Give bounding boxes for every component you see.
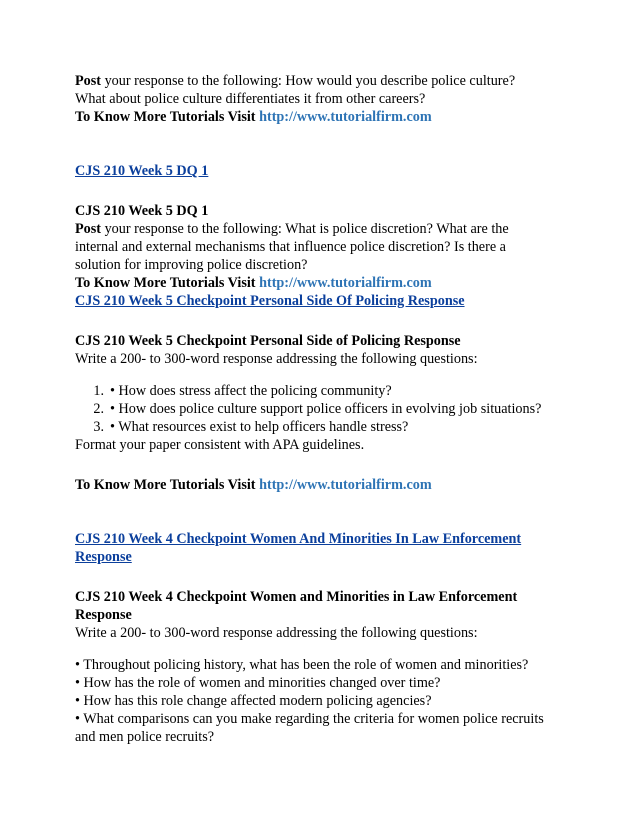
tutorials-line bbox=[75, 274, 575, 292]
tutorials-line bbox=[75, 476, 575, 494]
checkpoint4-section bbox=[75, 588, 575, 746]
post-label: Post bbox=[75, 73, 102, 89]
dq1-heading: CJS 210 Week 5 DQ 1 bbox=[75, 203, 209, 219]
post-text: your response to the following: What is police discretion? What are the bbox=[101, 221, 509, 237]
checkpoint5-question-list bbox=[75, 382, 575, 436]
tutorials-url[interactable]: http://www.tutorialfirm.com bbox=[259, 477, 432, 493]
post-text-line: internal and external mechanisms that influence police discretion? Is there a bbox=[75, 239, 506, 255]
dq1-section bbox=[75, 202, 575, 310]
post-text-line: What about police culture differentiates it from other careers? bbox=[75, 91, 426, 107]
checkpoint5-heading: CJS 210 Week 5 Checkpoint Personal Side of Policing Response bbox=[75, 333, 461, 349]
link-week4-checkpoint-line1[interactable]: CJS 210 Week 4 Checkpoint Women And Minorities In Law Enforcement bbox=[75, 531, 522, 547]
format-note: Format your paper consistent with APA guidelines. bbox=[75, 437, 365, 453]
link-week4-checkpoint-line2[interactable]: Response bbox=[75, 549, 132, 565]
list-item: • How has this role change affected modern policing agencies? bbox=[75, 693, 432, 709]
tutorials-url[interactable]: http://www.tutorialfirm.com bbox=[259, 275, 432, 291]
list-item: • How has the role of women and minorities changed over time? bbox=[75, 675, 441, 691]
list-item: 1. • How does stress affect the policing community? bbox=[93, 383, 392, 399]
checkpoint5-intro: Write a 200- to 300-word response addressing the following questions: bbox=[75, 351, 478, 367]
checkpoint5-section bbox=[75, 332, 575, 494]
post-text-line: solution for improving police discretion? bbox=[75, 257, 308, 273]
tutorials-url[interactable]: http://www.tutorialfirm.com bbox=[259, 109, 432, 125]
tutorials-label: To Know More Tutorials Visit bbox=[75, 275, 256, 291]
checkpoint4-intro: Write a 200- to 300-word response addressing the following questions: bbox=[75, 625, 478, 641]
checkpoint4-link[interactable] bbox=[75, 530, 575, 566]
tutorials-label: To Know More Tutorials Visit bbox=[75, 109, 256, 125]
tutorials-label: To Know More Tutorials Visit bbox=[75, 477, 256, 493]
post-label: Post bbox=[75, 221, 102, 237]
list-item: 2. • How does police culture support police officers in evolving job situations? bbox=[93, 401, 542, 417]
tutorials-line bbox=[75, 108, 575, 126]
post-paragraph-culture bbox=[75, 72, 575, 126]
list-item-cont: and men police recruits? bbox=[75, 729, 215, 745]
link-week5-dq1[interactable]: CJS 210 Week 5 DQ 1 bbox=[75, 163, 209, 179]
list-item: • Throughout policing history, what has been the role of women and minorities? bbox=[75, 657, 529, 673]
checkpoint4-heading: CJS 210 Week 4 Checkpoint Women and Minorities in Law Enforcement bbox=[75, 589, 518, 605]
checkpoint4-heading-cont: Response bbox=[75, 607, 132, 623]
document-page bbox=[75, 72, 575, 746]
list-item: 3. • What resources exist to help officers handle stress? bbox=[93, 419, 409, 435]
post-text: your response to the following: How would you describe police culture? bbox=[101, 73, 516, 89]
list-item: • What comparisons can you make regarding the criteria for women police recruits bbox=[75, 711, 544, 727]
link-week5-checkpoint[interactable]: CJS 210 Week 5 Checkpoint Personal Side Of Policing Response bbox=[75, 293, 465, 309]
